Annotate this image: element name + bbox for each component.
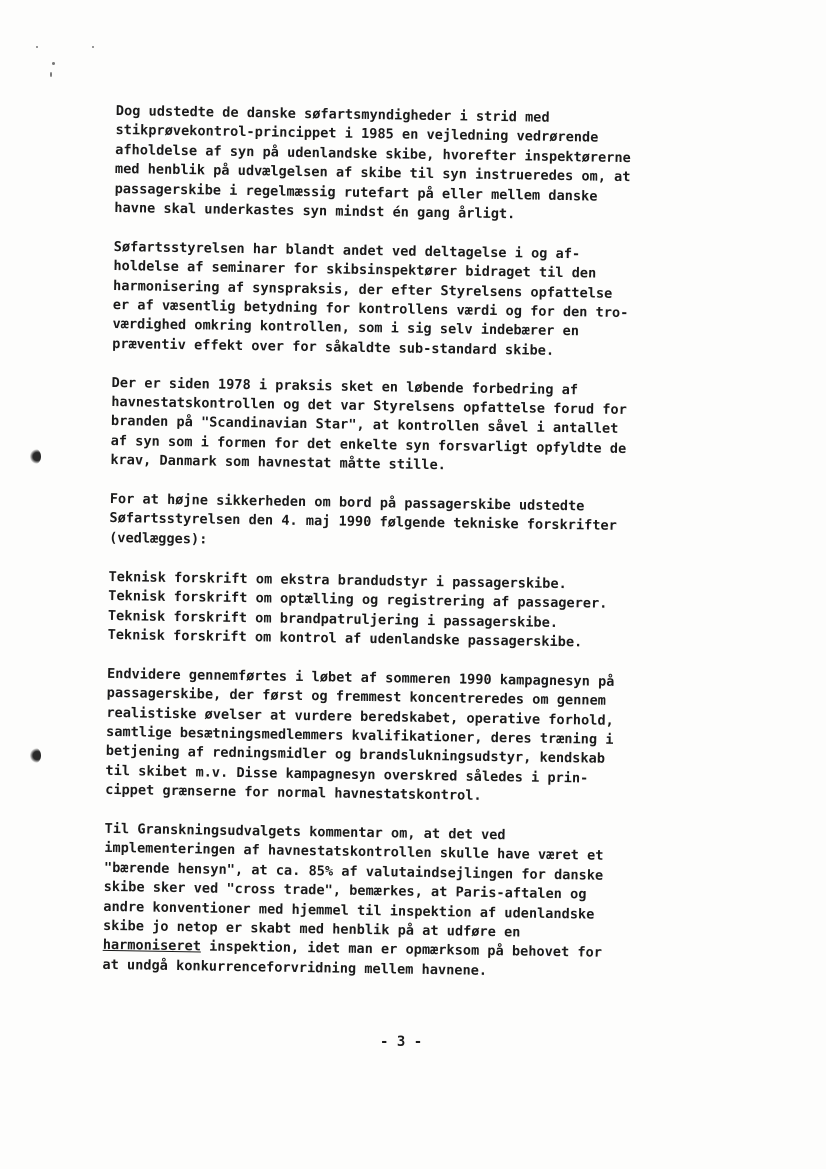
- text-line: til skibet m.v. Disse kampagnesyn overskred således i prin-: [105, 762, 589, 787]
- text-segment: inspektion, idet man er opmærksom på behovet for: [200, 938, 603, 962]
- text-line: For at højne sikkerheden om bord på passagerskibe udstedte: [109, 491, 585, 515]
- paragraph-1: [114, 102, 756, 228]
- text-line: skibe sker ved "cross trade", bemærkes, at Paris-aftalen og: [103, 879, 587, 903]
- text-line: præventiv effekt over for såkaldte sub-standard skibe.: [112, 335, 555, 359]
- text-line: Endvidere gennemførtes i løbet af sommeren 1990 kampagnesyn på: [106, 665, 615, 690]
- text-line: cippet grænserne for normal havnestatskontrol.: [105, 782, 482, 804]
- text-line: harmonisering af synspraksis, der efter Styrelsens opfattelse: [112, 277, 613, 302]
- text-line: Der er siden 1978 i praksis sket en løbende forbedring af: [111, 374, 579, 398]
- punch-hole-icon: [30, 449, 41, 464]
- text-line: branden på "Scandinavian Star", at kontrollen såvel i antallet: [110, 413, 619, 438]
- text-line: andre konventioner med hjemmel til inspektion af udenlandske: [103, 898, 595, 923]
- text-line: betjening af redningsmidler og brandslukningsudstyr, kendskab: [105, 743, 606, 768]
- text-line: implementeringen af havnestatskontrollen skulle have været et: [104, 840, 604, 865]
- text-line: afholdelse af syn på udenlandske skibe, hvorefter inspektørerne: [115, 141, 631, 166]
- list-item: Teknisk forskrift om ekstra brandudstyr i passagerskibe.: [108, 568, 567, 592]
- paragraph-6: [105, 665, 747, 811]
- text-line: (vedlægges):: [109, 529, 208, 548]
- list-item: Teknisk forskrift om brandpatruljering i passagerskibe.: [107, 607, 559, 631]
- text-line: Søfartsstyrelsen den 4. maj 1990 følgende tekniske forskrifter: [109, 510, 617, 535]
- list-item: Teknisk forskrift om kontrol af udenlandske passagerskibe.: [107, 626, 583, 651]
- text-line: samtlige besætningsmedlemmers kvalifikationer, deres træning i: [105, 723, 614, 748]
- page-number: - 3 -: [380, 1034, 423, 1050]
- paragraph-3: [110, 374, 751, 481]
- text-line: "bærende hensyn", at ca. 85% af valutaindsejlingen for danske: [103, 859, 604, 884]
- text-line: realistiske øvelser at vurdere beredskabet, operative forhold,: [106, 704, 614, 729]
- text-line: havnestatskontrollen og det var Styrelsens opfattelse forud for: [111, 394, 627, 419]
- list-item: Teknisk forskrift om optælling og registrering af passagerer.: [108, 588, 608, 612]
- regulations-list: [107, 568, 748, 656]
- text-line: holdelse af seminarer for skibsinspektører bidraget til den: [113, 258, 597, 282]
- text-line: Søfartsstyrelsen har blandt andet ved deltagelse i og af-: [113, 238, 581, 263]
- text-line: værdighed omkring kontrollen, som i sig selv indebærer en: [112, 316, 580, 340]
- paragraph-7: [102, 820, 744, 985]
- text-line: med henblik på udvælgelsen af skibe til syn instrueredes om, at: [114, 161, 631, 186]
- paragraph-2: [112, 238, 754, 364]
- text-line: passagerskibe i regelmæssig rutefart på eller mellem danske: [114, 180, 598, 205]
- underlined-word: harmoniseret: [102, 937, 202, 955]
- punch-hole-icon: [30, 748, 41, 763]
- scan-speck: [36, 46, 38, 48]
- text-line: skibe jo netop er skabt med henblik på at udføre en: [102, 917, 521, 941]
- text-line: at undgå konkurrenceforvridning mellem havnene.: [102, 956, 488, 979]
- scan-speck: [50, 72, 52, 77]
- text-line: krav, Danmark som havnestat måtte stille.: [110, 452, 447, 474]
- text-line: Til Granskningsudvalgets kommentar om, at det ved: [104, 820, 506, 844]
- scan-speck: [92, 46, 94, 48]
- text-line: Dog udstedte de danske søfartsmyndigheder i strid med: [115, 102, 550, 126]
- text-line: af syn som i formen for det enkelte syn forsvarligt opfyldte de: [110, 432, 627, 457]
- text-line: er af væsentlig betydning for kontrollens værdi og for den tro-: [112, 297, 629, 322]
- body-text: [102, 102, 756, 1005]
- text-line: havne skal underkastes syn mindst én gang årligt.: [114, 200, 516, 223]
- text-line: stikprøvekontrol-princippet i 1985 en vejledning vedrørende: [115, 122, 599, 146]
- text-line: passagerskibe, der først og fremmest koncentreredes om gennem: [106, 685, 607, 709]
- scan-speck: [52, 62, 55, 65]
- paragraph-4: [109, 490, 750, 558]
